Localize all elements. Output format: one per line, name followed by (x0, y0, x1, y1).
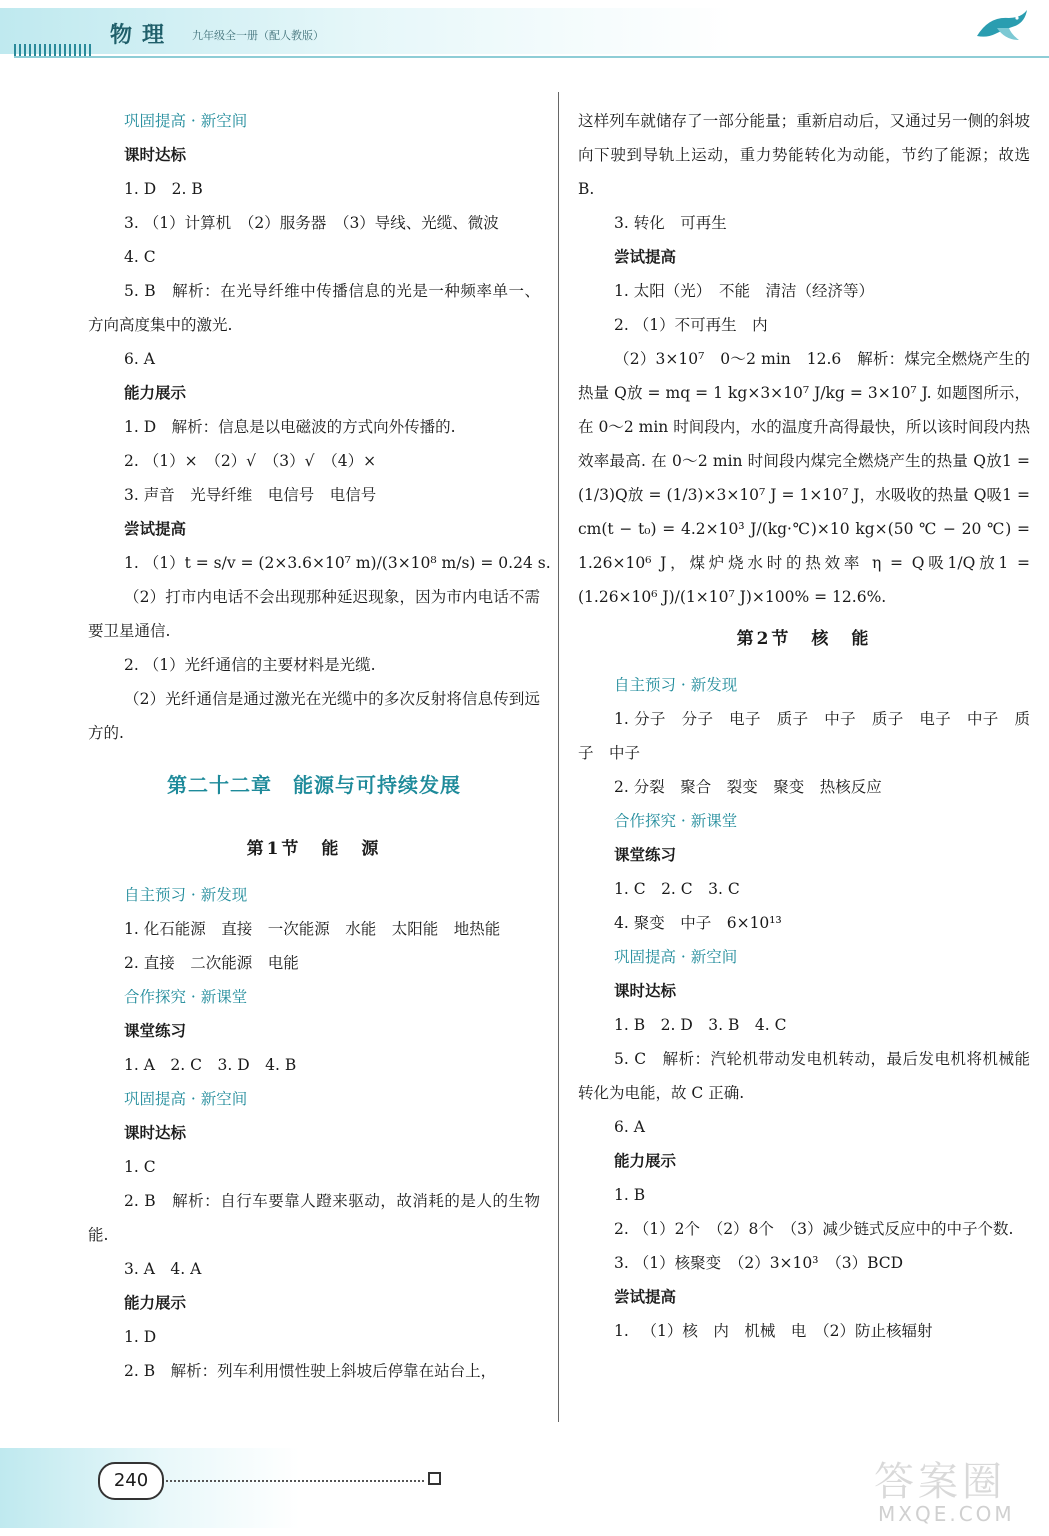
answer-line: 1. 太阳（光） 不能 清洁（经济等） (614, 282, 874, 300)
answer-line: 1. C 2. C 3. C (614, 880, 740, 898)
answer-line: 6. A (614, 1118, 645, 1136)
header-rule (14, 56, 1049, 58)
subsection-heading: 课堂练习 (124, 1021, 187, 1040)
chapter-title: 第二十二章 能源与可持续发展 (167, 773, 461, 797)
subsection-heading: 能力展示 (124, 1293, 187, 1312)
answer-line: 3. 转化 可再生 (614, 214, 727, 232)
answer-line: 6. A (124, 350, 155, 368)
section-banner: 自主预习 · 新发现 (124, 886, 248, 904)
left-column (88, 104, 551, 1388)
answer-paragraph: （2）3×10⁷ 0～2 min 12.6 解析：煤完全燃烧产生的热量 Q放 = mq = 1 kg×3×10⁷ J/kg = 3×10⁷ J. 如题图所示，在 0～2 min 时间段内，水的温度升高得最快，所以该时间段内热效率最高. 在 0～2 min 时间段内煤完全燃烧产生的热量 Q放1 = (1/3)Q放 = (1/3)×3×10⁷ J = 1×10⁷ J，水吸收的热量 Q吸1 = cm(t − t₀) = 4.2×10³ J/(kg·℃)×10 kg×(50 ℃ − 20 ℃) = 1.26×10⁶ J，煤炉烧水时的热效率 η = Q吸1/Q放1 = (1.26×10⁶ J)/(1×10⁷ J)×100% = 12.6%. (578, 350, 1030, 606)
answer-paragraph: 5. B 解析：在光导纤维中传播信息的光是一种频率单一、方向高度集中的激光. (88, 282, 540, 334)
watermark (860, 1450, 1040, 1532)
subsection-heading: 尝试提高 (614, 1287, 677, 1306)
answer-line: 2. （1）× （2）√ （3）√ （4）× (124, 452, 377, 470)
section-banner: 合作探究 · 新课堂 (614, 812, 738, 830)
subsection-heading: 尝试提高 (124, 519, 187, 538)
answer-paragraph: 1. 分子 分子 电子 质子 中子 质子 电子 中子 质子 中子 (578, 710, 1030, 762)
answer-line: 3. （1）计算机 （2）服务器 （3）导线、光缆、微波 (124, 214, 499, 232)
subsection-heading: 课时达标 (124, 145, 187, 164)
book-subtitle: 九年级全一册（配人教版） (192, 29, 324, 42)
section-title: 第1节 能 源 (246, 839, 382, 859)
answer-line: 1. D 解析：信息是以电磁波的方式向外传播的. (124, 418, 456, 436)
answer-line: 1. B 2. D 3. B 4. C (614, 1016, 787, 1034)
answer-line: 2. （1）光纤通信的主要材料是光缆. (124, 656, 376, 674)
answer-line: 2. 直接 二次能源 电能 (124, 954, 299, 972)
section-banner: 合作探究 · 新课堂 (124, 988, 248, 1006)
subsection-heading: 课堂练习 (614, 845, 677, 864)
subject-title: 物理 (110, 22, 175, 48)
answer-line: 1. （1）t = s/v = (2×3.6×10⁷ m)/(3×10⁸ m/s) = 0.24 s. (124, 554, 551, 572)
answer-paragraph: 2. B 解析：自行车要靠人蹬来驱动，故消耗的是人的生物能. (88, 1192, 540, 1244)
page-number: 240 (98, 1462, 164, 1500)
section-banner: 巩固提高 · 新空间 (614, 948, 738, 966)
answer-line: 1. C (124, 1158, 156, 1176)
right-column (578, 104, 1030, 1348)
footer-square-icon (428, 1472, 441, 1485)
section-banner: 自主预习 · 新发现 (614, 676, 738, 694)
watermark-site: MXQE.COM (878, 1502, 1015, 1526)
answer-paragraph: （2）光纤通信是通过激光在光缆中的多次反射将信息传到远方的. (88, 690, 540, 742)
dolphin-logo-icon (975, 6, 1033, 46)
answer-line: 1. A 2. C 3. D 4. B (124, 1056, 297, 1074)
watermark-main: 答案圈 (874, 1459, 1006, 1505)
page-footer (0, 1440, 1049, 1536)
page-header (0, 0, 1049, 62)
answer-paragraph: 5. C 解析：汽轮机带动发电机转动，最后发电机将机械能转化为电能，故 C 正确. (578, 1050, 1030, 1102)
answer-line: 1. D (124, 1328, 157, 1346)
column-divider (558, 92, 559, 1422)
answer-line: 2. 分裂 聚合 裂变 聚变 热核反应 (614, 778, 882, 796)
answer-paragraph: （2）打市内电话不会出现那种延迟现象，因为市内电话不需要卫星通信. (88, 588, 540, 640)
answer-paragraph: 2. （1）2个 （2）8个 （3）减少链式反应中的中子个数. (614, 1220, 1014, 1238)
subsection-heading: 课时达标 (124, 1123, 187, 1142)
subsection-heading: 能力展示 (614, 1151, 677, 1170)
answer-paragraph: 这样列车就储存了一部分能量；重新启动后，又通过另一侧的斜坡向下驶到导轨上运动，重力势能转化为动能，节约了能源；故选 B. (578, 112, 1030, 198)
answer-line: 1. D 2. B (124, 180, 203, 198)
answer-line: 3. 声音 光导纤维 电信号 电信号 (124, 486, 377, 504)
answer-line: 3. A 4. A (124, 1260, 202, 1278)
section-title: 第2节 核 能 (736, 629, 872, 649)
subsection-heading: 尝试提高 (614, 247, 677, 266)
footer-dotted-line (166, 1480, 424, 1482)
answer-line: 2. B 解析：列车利用惯性驶上斜坡后停靠在站台上， (124, 1362, 497, 1380)
subsection-heading: 课时达标 (614, 981, 677, 1000)
answer-line: 1. B (614, 1186, 646, 1204)
section-banner: 巩固提高 · 新空间 (124, 1090, 248, 1108)
subsection-heading: 能力展示 (124, 383, 187, 402)
header-tick-marks (14, 44, 94, 56)
answer-line: 4. 聚变 中子 6×10¹³ (614, 914, 782, 932)
answer-line: 1. （1）核 内 机械 电 （2）防止核辐射 (614, 1322, 933, 1340)
answer-line: 1. 化石能源 直接 一次能源 水能 太阳能 地热能 (124, 920, 501, 938)
answer-line: 4. C (124, 248, 156, 266)
section-banner: 巩固提高 · 新空间 (124, 112, 248, 130)
answer-line: 2. （1）不可再生 内 (614, 316, 768, 334)
answer-line: 3. （1）核聚变 （2）3×10³ （3）BCD (614, 1254, 904, 1272)
